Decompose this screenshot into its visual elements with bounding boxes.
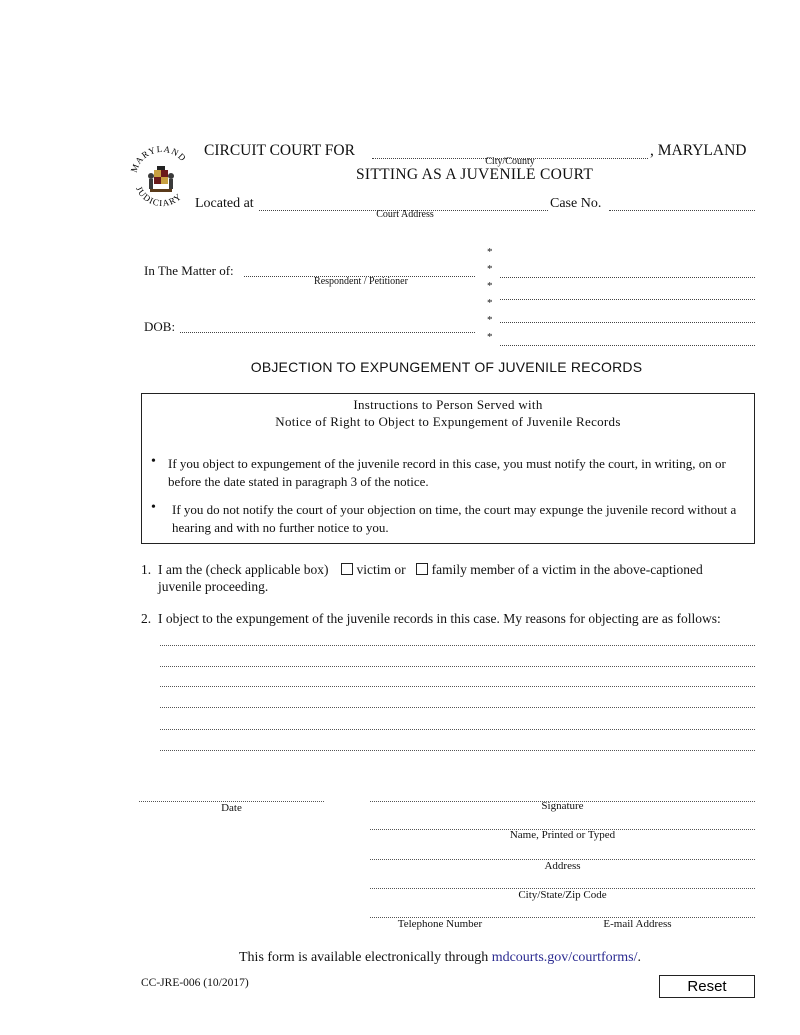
- caption-star: *: [487, 297, 493, 309]
- caption-right-line-1[interactable]: [500, 264, 755, 278]
- reason-line-2[interactable]: [160, 666, 755, 667]
- name-printed-caption: Name, Printed or Typed: [509, 829, 616, 841]
- victim-checkbox[interactable]: [341, 563, 353, 575]
- caption-star: *: [487, 280, 493, 292]
- bullet-dot: •: [151, 454, 156, 469]
- item-1-family-label: family member of a victim in the above-captioned: [431, 562, 703, 577]
- seal-icon: [128, 138, 196, 214]
- instruction-bullet-1: If you object to expungement of the juvenile record in this case, you must notify the court, in writing, on or before the date stated in paragraph 3 of the notice.: [168, 456, 726, 489]
- reason-line-1[interactable]: [160, 645, 755, 646]
- availability-period: .: [637, 950, 642, 965]
- item-1-number: 1.: [141, 562, 152, 577]
- case-no-field[interactable]: [609, 197, 755, 211]
- instructions-heading-line2: Notice of Right to Object to Expungement of Juvenile Records: [275, 414, 621, 429]
- item-1-line2: juvenile proceeding.: [158, 579, 269, 594]
- form-code: CC-JRE-006 (10/2017): [141, 977, 249, 989]
- court-address-caption: Court Address: [376, 209, 434, 220]
- item-2-number: 2.: [141, 611, 152, 626]
- city-state-zip-caption: City/State/Zip Code: [518, 889, 607, 901]
- dob-label: DOB:: [144, 319, 176, 334]
- reset-button[interactable]: Reset: [659, 975, 755, 998]
- availability-text: This form is available electronically through: [239, 950, 492, 965]
- form-title: OBJECTION TO EXPUNGEMENT OF JUVENILE RECORDS: [250, 359, 643, 375]
- circuit-court-label: CIRCUIT COURT FOR: [204, 142, 355, 159]
- instructions-box: [141, 393, 755, 544]
- dob-field[interactable]: [180, 319, 475, 333]
- caption-star: *: [487, 246, 493, 258]
- reason-line-3[interactable]: [160, 686, 755, 687]
- availability-note: [239, 950, 641, 966]
- item-1-victim-label: victim or: [356, 562, 406, 577]
- svg-text:JUDICIARY: [134, 185, 184, 208]
- respondent-field[interactable]: [244, 263, 475, 277]
- located-at-label: Located at: [195, 196, 254, 211]
- caption-right-line-3[interactable]: [500, 309, 755, 323]
- item-1-prefix: I am the (check applicable box): [158, 562, 329, 577]
- city-county-caption: City/County: [485, 156, 535, 167]
- item-2-text: I object to the expungement of the juvenile records in this case. My reasons for objecting are as follows:: [158, 611, 721, 626]
- item-1-text: [158, 562, 703, 578]
- address-caption: Address: [544, 860, 581, 872]
- maryland-judiciary-seal: [128, 138, 196, 214]
- case-no-label: Case No.: [550, 196, 602, 211]
- date-caption: Date: [221, 802, 242, 814]
- maryland-label: , MARYLAND: [650, 142, 747, 159]
- respondent-caption: Respondent / Petitioner: [314, 276, 408, 287]
- signature-caption: Signature: [541, 800, 584, 812]
- seal-bottom-text: JUDICIARY: [134, 184, 184, 209]
- courtforms-link[interactable]: mdcourts.gov/courtforms/: [491, 950, 638, 965]
- telephone-caption: Telephone Number: [397, 918, 483, 930]
- instruction-bullet-2: If you do not notify the court of your objection on time, the court may expunge the juvenile record without a hearing and with no further notice to you.: [172, 502, 737, 535]
- caption-star: *: [487, 331, 493, 343]
- reason-line-5[interactable]: [160, 729, 755, 730]
- reason-line-4[interactable]: [160, 707, 755, 708]
- caption-star: *: [487, 314, 493, 326]
- caption-star: *: [487, 263, 493, 275]
- instructions-heading-line1: Instructions to Person Served with: [353, 397, 543, 412]
- family-member-checkbox[interactable]: [416, 563, 428, 575]
- in-the-matter-of-label: In The Matter of:: [144, 263, 234, 278]
- sitting-as-juvenile-court: SITTING AS A JUVENILE COURT: [356, 166, 594, 183]
- caption-right-line-4[interactable]: [500, 332, 755, 346]
- caption-right-line-2[interactable]: [500, 286, 755, 300]
- reason-line-6[interactable]: [160, 750, 755, 751]
- bullet-dot: •: [151, 500, 156, 515]
- seal-top-text: MARYLAND: [128, 143, 189, 174]
- email-caption: E-mail Address: [603, 918, 672, 930]
